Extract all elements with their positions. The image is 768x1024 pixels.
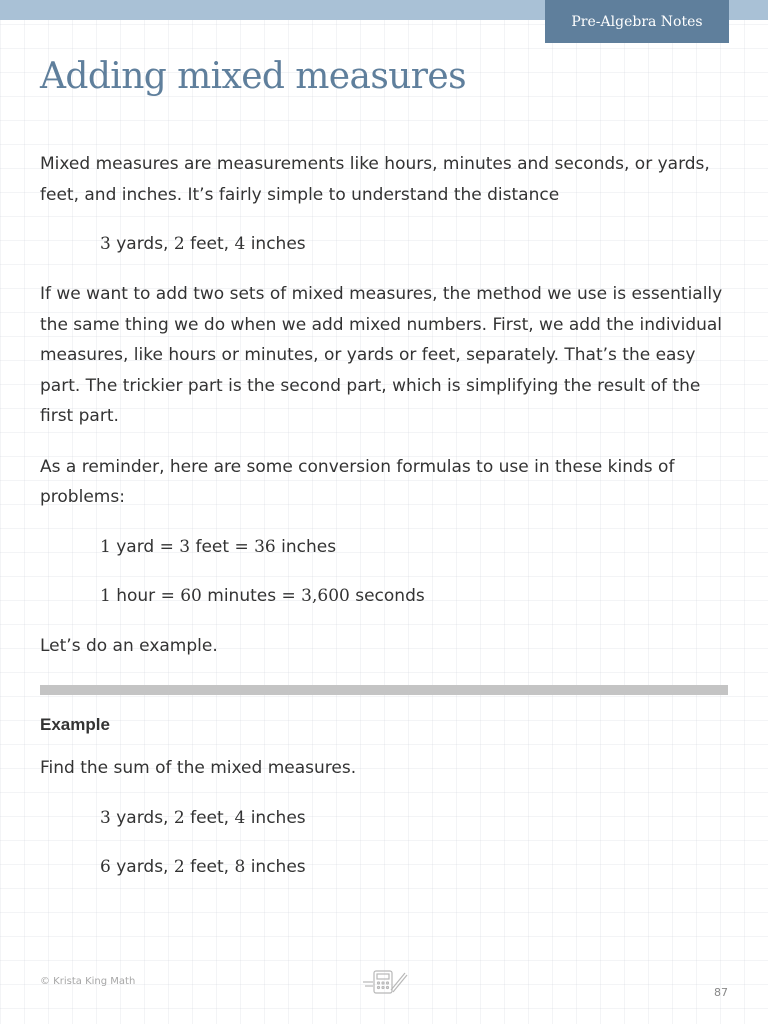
page-content xyxy=(40,149,728,902)
lead-in-paragraph: Let’s do an example. xyxy=(40,635,218,656)
formula-hours: 1 hour = 60 minutes = 3,600 seconds xyxy=(100,585,425,606)
reminder-paragraph: As a reminder, here are some conversion formulas to use in these kinds of problems: xyxy=(40,456,675,507)
calculator-pencil-icon xyxy=(361,968,409,996)
example-measure-1: 3 yards, 2 feet, 4 inches xyxy=(100,807,306,828)
section-tab: Pre-Algebra Notes xyxy=(545,0,729,43)
distance-example: 3 yards, 2 feet, 4 inches xyxy=(100,234,306,254)
page-title: Adding mixed measures xyxy=(40,56,466,97)
example-prompt: Find the sum of the mixed measures. xyxy=(40,758,357,778)
footer-copyright: © Krista King Math xyxy=(40,976,136,987)
example-measure-2: 6 yards, 2 feet, 8 inches xyxy=(100,856,306,877)
page-number: 87 xyxy=(714,986,728,999)
example-heading: Example xyxy=(40,715,110,734)
formula-yards: 1 yard = 3 feet = 36 inches xyxy=(100,536,337,557)
section-divider xyxy=(40,685,728,695)
intro-paragraph: Mixed measures are measurements like hours, minutes and seconds, or yards, feet, and inches. It’s fairly simple to understand the distance xyxy=(40,154,710,205)
method-paragraph: If we want to add two sets of mixed measures, the method we use is essentially the same thing we do when we add mixed numbers. First, we add the individual measures, like hours or minutes, or yards or feet, separately. That’s the easy part. The trickier part is the second part, which is simplifying the result of the first part. xyxy=(40,284,723,426)
